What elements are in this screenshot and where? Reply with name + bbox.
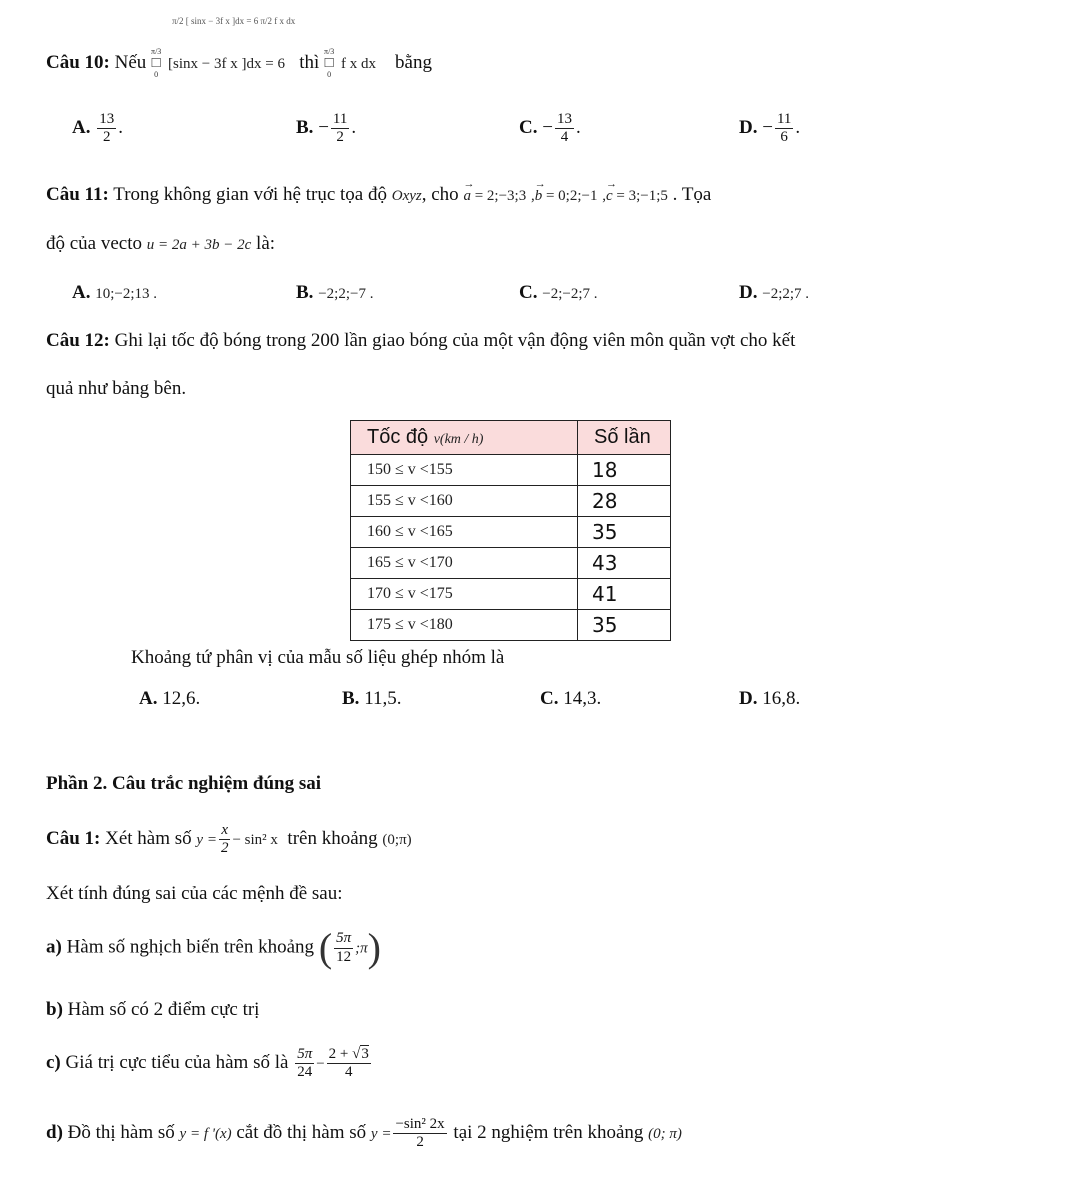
q12-option-c: C. 14,3. (540, 688, 602, 709)
q10-integrand-1: [sinx − 3f x ]dx = 6 (168, 55, 285, 72)
table-row: 160 ≤ v <165 35 (351, 517, 671, 548)
q11-line-2: độ của vecto u = 2a + 3b − 2c là: (46, 233, 276, 254)
q12-question: Khoảng tứ phân vị của mẫu số liệu ghép nhóm là (131, 647, 505, 668)
statement-a: a) Hàm số nghịch biến trên khoảng ( $\frac{5\pi}{12}$ ;π) (46, 925, 381, 970)
statement-c: c) Giá trị cực tiểu của hàm số là $\frac{5\pi}{24}$ − $\frac{2 + √3}{4}$ (46, 1046, 369, 1081)
q10-integrand-2: f x dx (341, 55, 377, 72)
table-header-row (351, 421, 671, 455)
q12-option-b: B. 11,5. (342, 688, 402, 709)
part2-q1-label: Câu 1: (46, 828, 101, 850)
part2-instruction: Xét tính đúng sai của các mệnh đề sau: (46, 883, 343, 904)
q11-option-b: B. −2;2;−7 . (296, 282, 374, 303)
table-row: 170 ≤ v <175 41 (351, 579, 671, 610)
q11-system: Oxyz (391, 188, 422, 204)
table-row: 150 ≤ v <155 18 (351, 455, 671, 486)
statement-b: b) Hàm số có 2 điểm cực trị (46, 999, 260, 1020)
q10-label: Câu 10: (46, 51, 110, 73)
frequency-table (350, 420, 671, 641)
q12-option-a: A. 12,6. (139, 688, 201, 709)
statement-d: d) Đồ thị hàm số y = f '(x) cắt đồ thị hàm số y = $\frac{\text{−sin² 2x}}{2}$ tại 2 nghiệm trên khoảng (0; π) (46, 1116, 682, 1151)
q10-option-d: D. − $\frac{11}{6}$ . (739, 111, 801, 146)
q10-line (46, 48, 432, 79)
q10-option-c: C. − $\frac{13}{4}$ . (519, 111, 581, 146)
q10-option-a: A. $\frac{13}{2}$ . (72, 111, 123, 146)
table-row: 165 ≤ v <170 43 (351, 548, 671, 579)
header-speed: Tốc độ v(km / h) (351, 421, 578, 455)
table-row: 155 ≤ v <160 28 (351, 486, 671, 517)
q11-u-expression: u = 2a + 3b − 2c (146, 237, 252, 253)
q10-equals-text: bằng (395, 51, 432, 73)
table-row: 175 ≤ v <180 35 (351, 610, 671, 641)
integral-icon: π/3 □ 0 (151, 47, 162, 79)
q11-line-1: Câu 11: Trong không gian với hệ trục tọa độ Oxyz, cho → a = 2;−3;3 ,→ b = 0;2;−1 ,→ c = 3;−1;5 . Tọa (46, 184, 711, 206)
q12-label: Câu 12: (46, 330, 110, 351)
q12-line-2: quả như bảng bên. (46, 378, 187, 399)
q12-option-d: D. 16,8. (739, 688, 801, 709)
q11-option-d: D. −2;2;7 . (739, 282, 810, 303)
q12-line-1: Câu 12: Ghi lại tốc độ bóng trong 200 lần giao bóng của một vận động viên môn quần vợt cho kết (46, 330, 796, 351)
q11-option-c: C. −2;−2;7 . (519, 282, 598, 303)
integral-icon: π/3 □ 0 (324, 47, 335, 79)
q11-option-a: A. 10;−2;13 . (72, 282, 158, 303)
q11-label: Câu 11: (46, 184, 109, 205)
header-count: Số lần (578, 421, 671, 455)
q10-if-text: Nếu (114, 51, 147, 73)
q10-faint-overlay: π/2 [ sinx − 3f x ]dx = 6 π/2 f x dx (172, 16, 296, 26)
part2-heading: Phần 2. Câu trắc nghiệm đúng sai (46, 773, 322, 794)
q10-then-text: thì (299, 51, 320, 73)
part2-q1-line: Câu 1: Xét hàm số y = $\frac{x}{2}$ − sin² x trên khoảng (0;π) (46, 822, 412, 857)
q10-option-b: B. − $\frac{11}{2}$ . (296, 111, 357, 146)
